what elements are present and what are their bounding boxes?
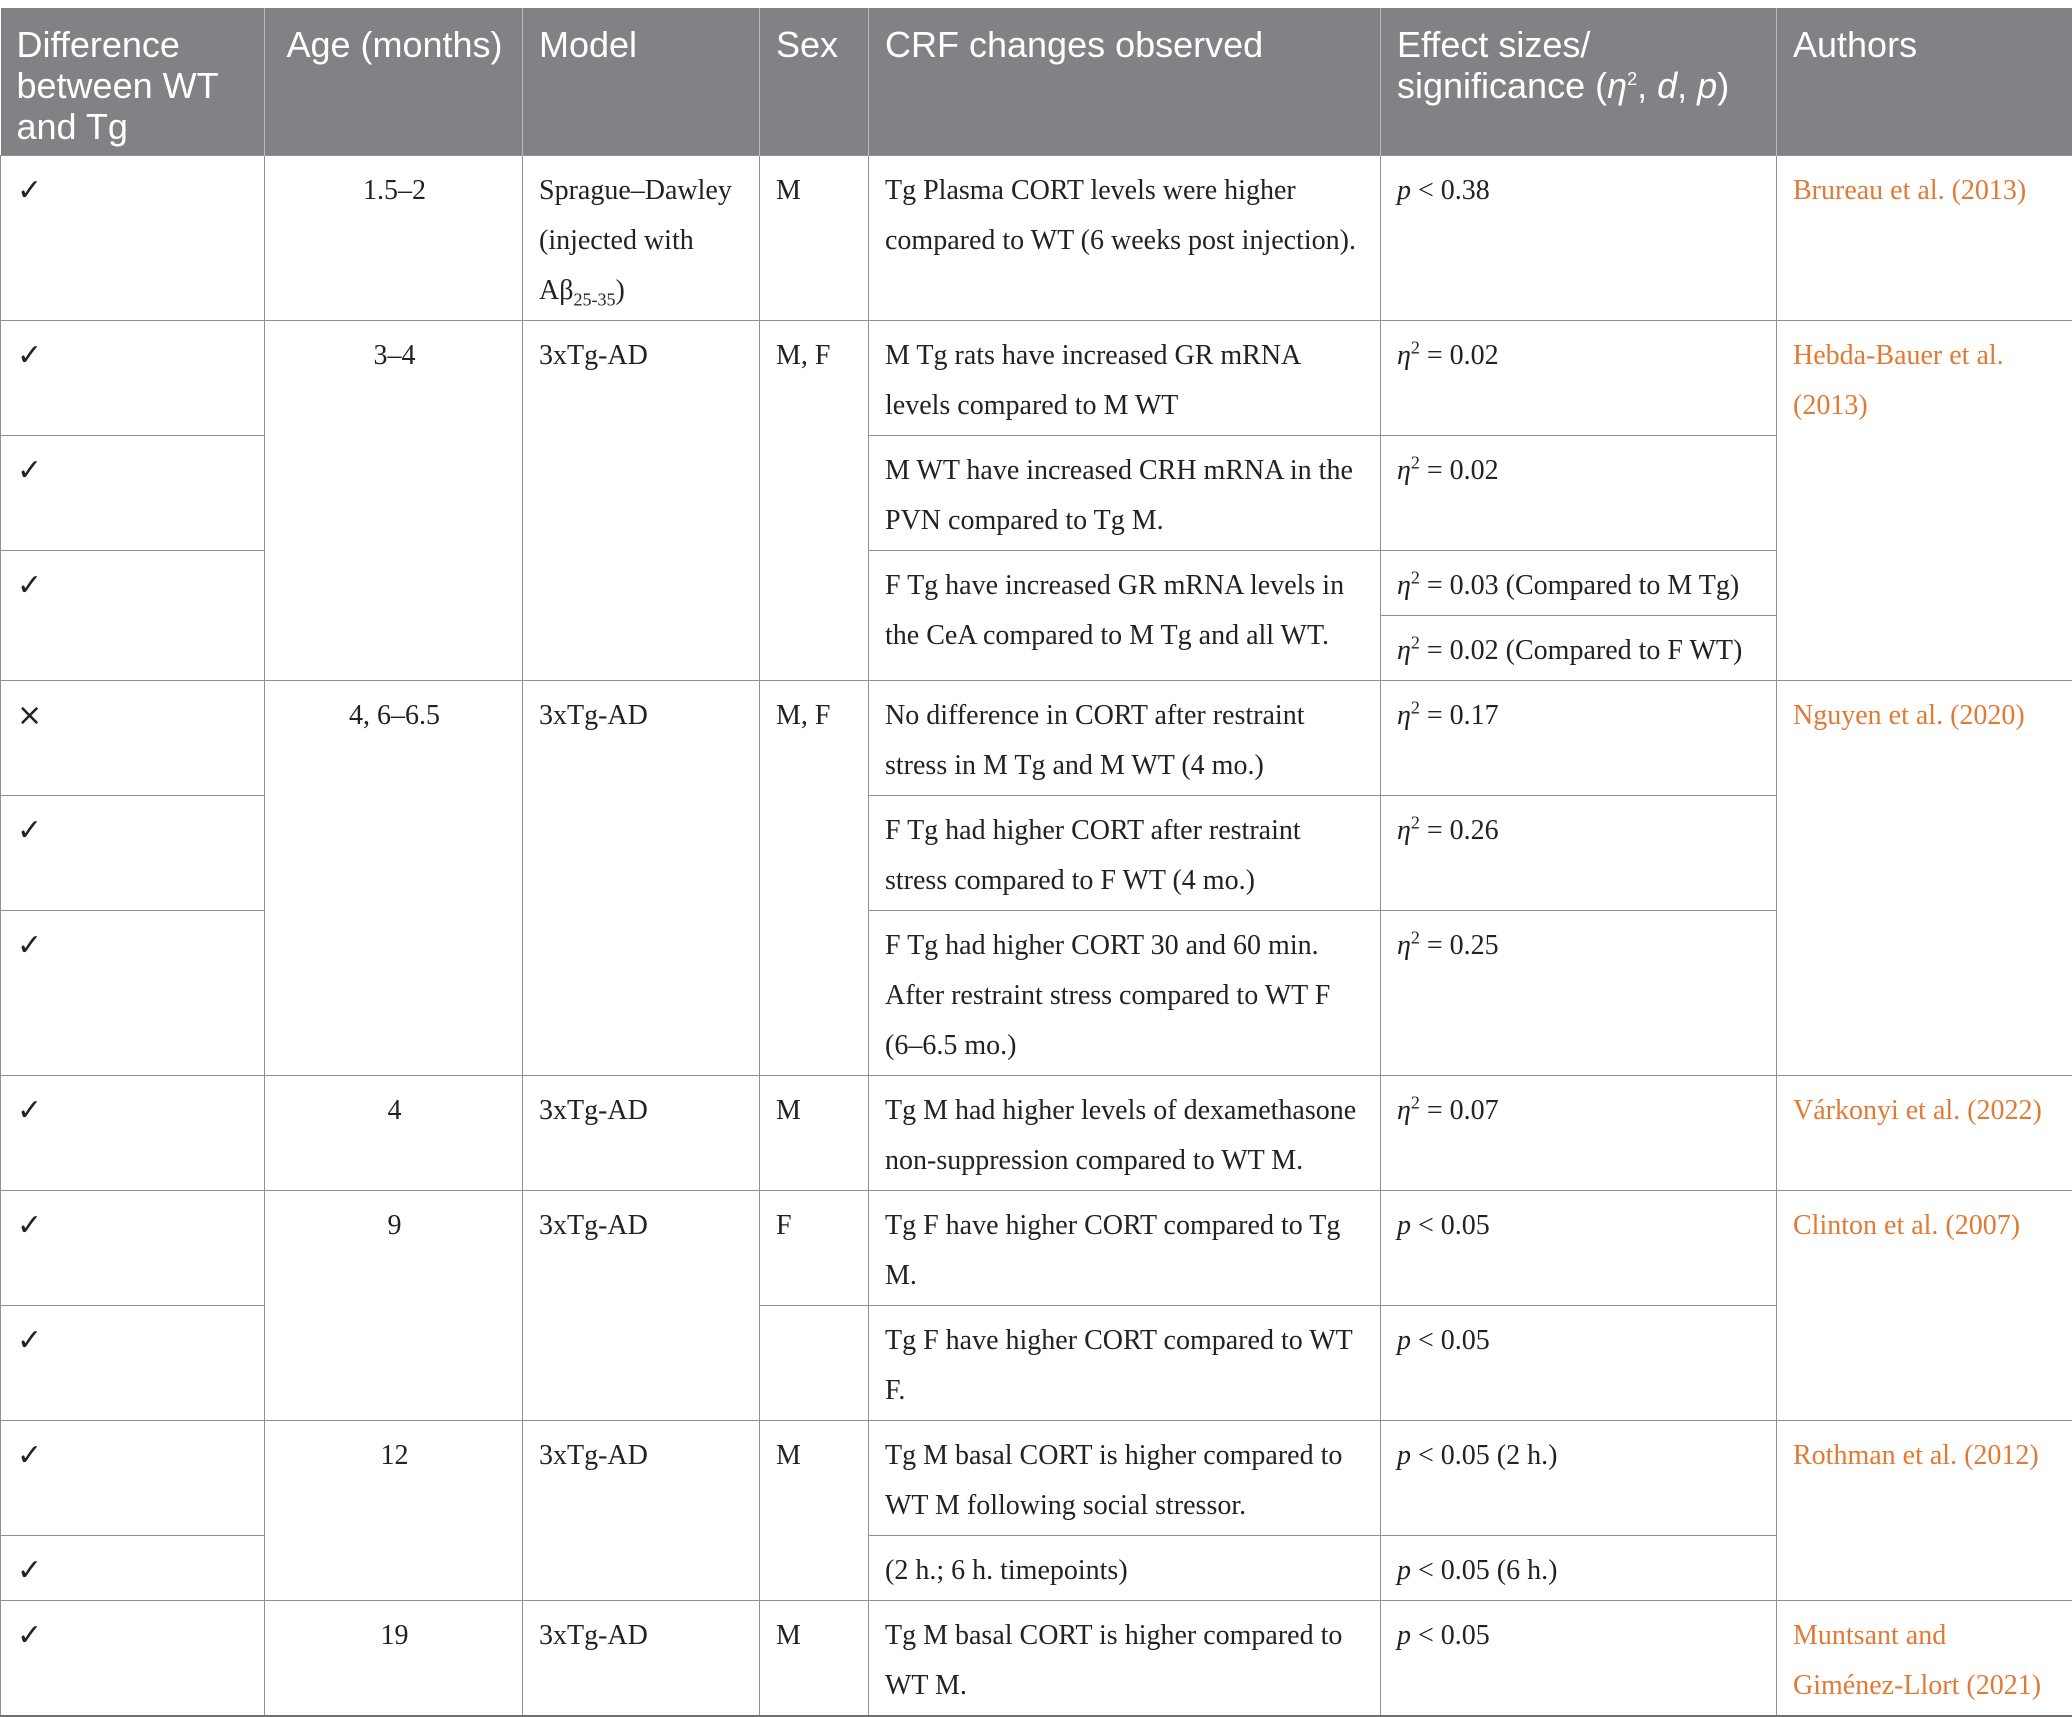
- effect-cell: p < 0.05: [1381, 1601, 1777, 1717]
- sex-cell: M, F: [760, 321, 869, 681]
- effect-cell: p < 0.05: [1381, 1191, 1777, 1306]
- header-age: Age (months): [265, 8, 523, 156]
- check-mark: ✓: [1, 1191, 265, 1306]
- check-mark: ✓: [1, 1536, 265, 1601]
- effect-cell: $\eta^2 = 0.02$: [1381, 321, 1777, 436]
- cross-mark: ×: [1, 681, 265, 796]
- model-cell: 3xTg-AD: [523, 681, 760, 1076]
- effect-cell: $\eta^2 = 0.25$: [1381, 911, 1777, 1076]
- effect-cell: p < 0.05 (6 h.): [1381, 1536, 1777, 1601]
- age-cell: 9: [265, 1191, 523, 1421]
- table-row: [1, 321, 2072, 436]
- author-link[interactable]: Brureau et al. (2013): [1777, 156, 2072, 321]
- effect-cell: $\eta^2 = 0.03$ (Compared to M Tg): [1381, 551, 1777, 616]
- change-cell: Tg Plasma CORT levels were higher compared to WT (6 weeks post injection).: [869, 156, 1381, 321]
- author-link[interactable]: Hebda-Bauer et al. (2013): [1777, 321, 2072, 681]
- effect-cell: $\eta^2 = 0.02$ (Compared to F WT): [1381, 616, 1777, 681]
- author-link[interactable]: Nguyen et al. (2020): [1777, 681, 2072, 1076]
- sex-cell: M: [760, 1421, 869, 1601]
- author-link[interactable]: Clinton et al. (2007): [1777, 1191, 2072, 1421]
- age-cell: 4: [265, 1076, 523, 1191]
- table-row: [1, 156, 2072, 321]
- header-difference: Difference between WT and Tg: [1, 8, 265, 156]
- table-row: [1, 1421, 2072, 1536]
- effect-cell: p < 0.05: [1381, 1306, 1777, 1421]
- model-cell: 3xTg-AD: [523, 1191, 760, 1421]
- change-cell: Tg M had higher levels of dexamethasone non-suppression compared to WT M.: [869, 1076, 1381, 1191]
- table-row: [1, 1076, 2072, 1191]
- effect-cell: $\eta^2 = 0.17$: [1381, 681, 1777, 796]
- sex-cell: M: [760, 156, 869, 321]
- table-row: [1, 681, 2072, 796]
- change-cell: No difference in CORT after restraint stress in M Tg and M WT (4 mo.): [869, 681, 1381, 796]
- model-cell: 3xTg-AD: [523, 1601, 760, 1717]
- age-cell: 4, 6–6.5: [265, 681, 523, 1076]
- model-cell: Sprague–Dawley (injected with $A\beta_{25-35}$): [523, 156, 760, 321]
- change-cell: F Tg had higher CORT after restraint stress compared to F WT (4 mo.): [869, 796, 1381, 911]
- change-cell: (2 h.; 6 h. timepoints): [869, 1536, 1381, 1601]
- effect-cell: p < 0.38: [1381, 156, 1777, 321]
- sex-cell: M: [760, 1076, 869, 1191]
- check-mark: ✓: [1, 156, 265, 321]
- age-cell: 1.5–2: [265, 156, 523, 321]
- effect-cell: $\eta^2 = 0.02$: [1381, 436, 1777, 551]
- change-cell: F Tg have increased GR mRNA levels in the CeA compared to M Tg and all WT.: [869, 551, 1381, 681]
- table-row: [1, 1191, 2072, 1306]
- change-cell: M Tg rats have increased GR mRNA levels compared to M WT: [869, 321, 1381, 436]
- header-changes: CRF changes observed: [869, 8, 1381, 156]
- header-sex: Sex: [760, 8, 869, 156]
- check-mark: ✓: [1, 321, 265, 436]
- author-link[interactable]: Várkonyi et al. (2022): [1777, 1076, 2072, 1191]
- model-cell: 3xTg-AD: [523, 1421, 760, 1601]
- check-mark: ✓: [1, 436, 265, 551]
- age-cell: 19: [265, 1601, 523, 1717]
- change-cell: Tg F have higher CORT compared to Tg M.: [869, 1191, 1381, 1306]
- header-effect: Effect sizes/ significance ($\eta^2$, d, p): [1381, 8, 1777, 156]
- change-cell: M WT have increased CRH mRNA in the PVN compared to Tg M.: [869, 436, 1381, 551]
- author-link[interactable]: Rothman et al. (2012): [1777, 1421, 2072, 1601]
- sex-cell: F: [760, 1191, 869, 1306]
- check-mark: ✓: [1, 796, 265, 911]
- table-row: [1, 1601, 2072, 1717]
- check-mark: ✓: [1, 1421, 265, 1536]
- sex-cell: M: [760, 1601, 869, 1717]
- age-cell: 3–4: [265, 321, 523, 681]
- check-mark: ✓: [1, 1306, 265, 1421]
- model-cell: 3xTg-AD: [523, 1076, 760, 1191]
- sex-cell: M, F: [760, 681, 869, 1076]
- header-row: [1, 8, 2072, 156]
- change-cell: Tg M basal CORT is higher compared to WT M following social stressor.: [869, 1421, 1381, 1536]
- author-link[interactable]: Muntsant and Giménez-Llort (2021): [1777, 1601, 2072, 1717]
- effect-cell: $\eta^2 = 0.07$: [1381, 1076, 1777, 1191]
- effect-cell: $\eta^2 = 0.26$: [1381, 796, 1777, 911]
- model-cell: 3xTg-AD: [523, 321, 760, 681]
- header-authors: Authors: [1777, 8, 2072, 156]
- check-mark: ✓: [1, 1076, 265, 1191]
- effect-cell: p < 0.05 (2 h.): [1381, 1421, 1777, 1536]
- change-cell: Tg M basal CORT is higher compared to WT M.: [869, 1601, 1381, 1717]
- age-cell: 12: [265, 1421, 523, 1601]
- check-mark: ✓: [1, 1601, 265, 1717]
- check-mark: ✓: [1, 911, 265, 1076]
- sex-cell-empty: [760, 1306, 869, 1421]
- check-mark: ✓: [1, 551, 265, 681]
- change-cell: F Tg had higher CORT 30 and 60 min. After restraint stress compared to WT F (6–6.5 mo.): [869, 911, 1381, 1076]
- change-cell: Tg F have higher CORT compared to WT F.: [869, 1306, 1381, 1421]
- header-model: Model: [523, 8, 760, 156]
- crf-changes-table: [0, 8, 2072, 1717]
